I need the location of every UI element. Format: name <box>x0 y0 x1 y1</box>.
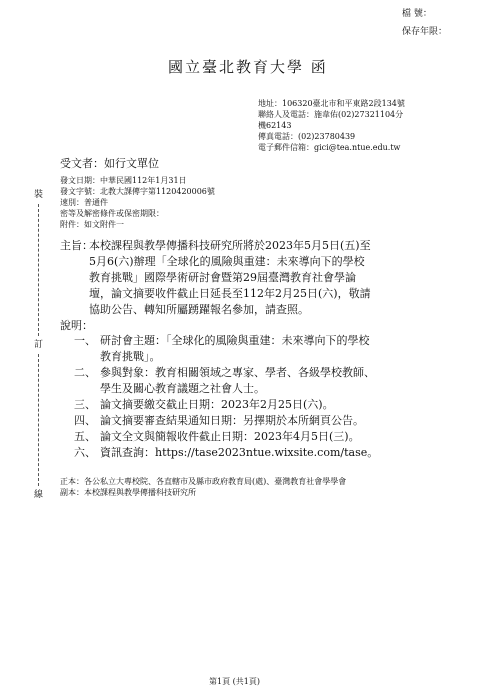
explanation-line: 學生及關心教育議題之社會人士。 <box>100 382 265 395</box>
explanation-item <box>100 333 445 365</box>
binding-mark-ding: 訂 <box>34 340 44 350</box>
explanation-line: 論文摘要繳交截止日期：2023年2月25日(六)。 <box>100 398 334 411</box>
explanation-item-num: 四、 <box>74 414 96 427</box>
binding-line-bottom <box>38 354 39 486</box>
binding-mark-xian: 線 <box>34 490 44 500</box>
explanation-item <box>100 445 445 461</box>
explanation-label: 說明： <box>60 319 93 332</box>
sender-address: 地址：106320臺北市和平東路2段134號 <box>258 99 405 108</box>
attachment: 附件：如文附件一 <box>60 220 124 229</box>
subject-line: 本校課程與教學傳播科技研究所將於2023年5月5日(五)至 <box>89 239 371 252</box>
recipient: 受文者：如行文單位 <box>60 157 159 170</box>
subject-body <box>89 238 439 318</box>
archive-number-label: 檔 號： <box>402 9 432 19</box>
explanation-item <box>100 397 445 413</box>
sender-contact-ext: 機62143 <box>258 121 292 130</box>
subject-line: 5月6(六)辦理「全球化的風險與重建：未來導向下的學校 <box>89 255 365 268</box>
issue-date: 發文日期：中華民國112年1月31日 <box>60 176 187 185</box>
explanation-item-num: 二、 <box>74 366 96 379</box>
subject-line: 壇，論文摘要收件截止日延長至112年2月25日(六)，敬請 <box>89 287 371 300</box>
retention-period-label: 保存年限： <box>402 27 448 37</box>
binding-line-top <box>38 204 39 336</box>
subject-label: 主旨： <box>60 239 93 252</box>
explanation-item <box>100 365 445 397</box>
explanation-line: 參與對象：教育相關領域之專家、學者、各級學校教師、 <box>100 366 375 379</box>
explanation-item-num: 五、 <box>74 430 96 443</box>
page-footer: 第1頁 (共1頁) <box>209 677 260 686</box>
subject-line: 協助公告、轉知所屬踴躍報名參加，請查照。 <box>89 303 309 316</box>
subject-line: 教育挑戰」國際學術研討會暨第29屆臺灣教育社會學論 <box>89 271 356 284</box>
explanation-line: 教育挑戰」。 <box>100 350 161 363</box>
document-meta <box>60 175 360 230</box>
distribution <box>60 476 480 498</box>
explanation-line: 研討會主題：「全球化的風險與重建：未來導向下的學校 <box>100 334 370 347</box>
primary-recipients: 正本：各公私立大專校院、各直轄市及縣市政府教育局(處)、臺灣教育社會學學會 <box>60 477 347 486</box>
sender-info <box>258 98 483 153</box>
explanation-line: 資訊查詢：https://tase2023ntue.wixsite.com/tase。 <box>100 446 379 459</box>
explanation-item-num: 一、 <box>74 334 96 347</box>
explanation-item-num: 六、 <box>74 446 96 459</box>
sender-email: 電子郵件信箱：gici@tea.ntue.edu.tw <box>258 143 401 152</box>
sender-contact: 聯絡人及電話：施韋佑(02)27321104分 <box>258 110 404 119</box>
delivery-speed: 速別：普通件 <box>60 198 108 207</box>
binding-mark-zhuang: 裝 <box>34 190 44 200</box>
explanation-item-num: 三、 <box>74 398 96 411</box>
sender-fax: 傳真電話：(02)23780439 <box>258 132 356 141</box>
secrecy-level: 密等及解密條件或保密期限： <box>60 209 164 218</box>
explanation-line: 論文摘要審查結果通知日期：另擇期於本所網頁公告。 <box>100 414 364 427</box>
explanation-line: 論文全文與簡報收件截止日期：2023年4月5日(三)。 <box>100 430 360 443</box>
issue-number: 發文字號：北教大課傳字第1120420006號 <box>60 187 215 196</box>
copy-recipients: 副本：本校課程與教學傳播科技研究所 <box>60 488 196 497</box>
explanation-item <box>100 413 445 429</box>
document-title: 國立臺北教育大學 函 <box>168 58 328 76</box>
explanation-item <box>100 429 445 445</box>
